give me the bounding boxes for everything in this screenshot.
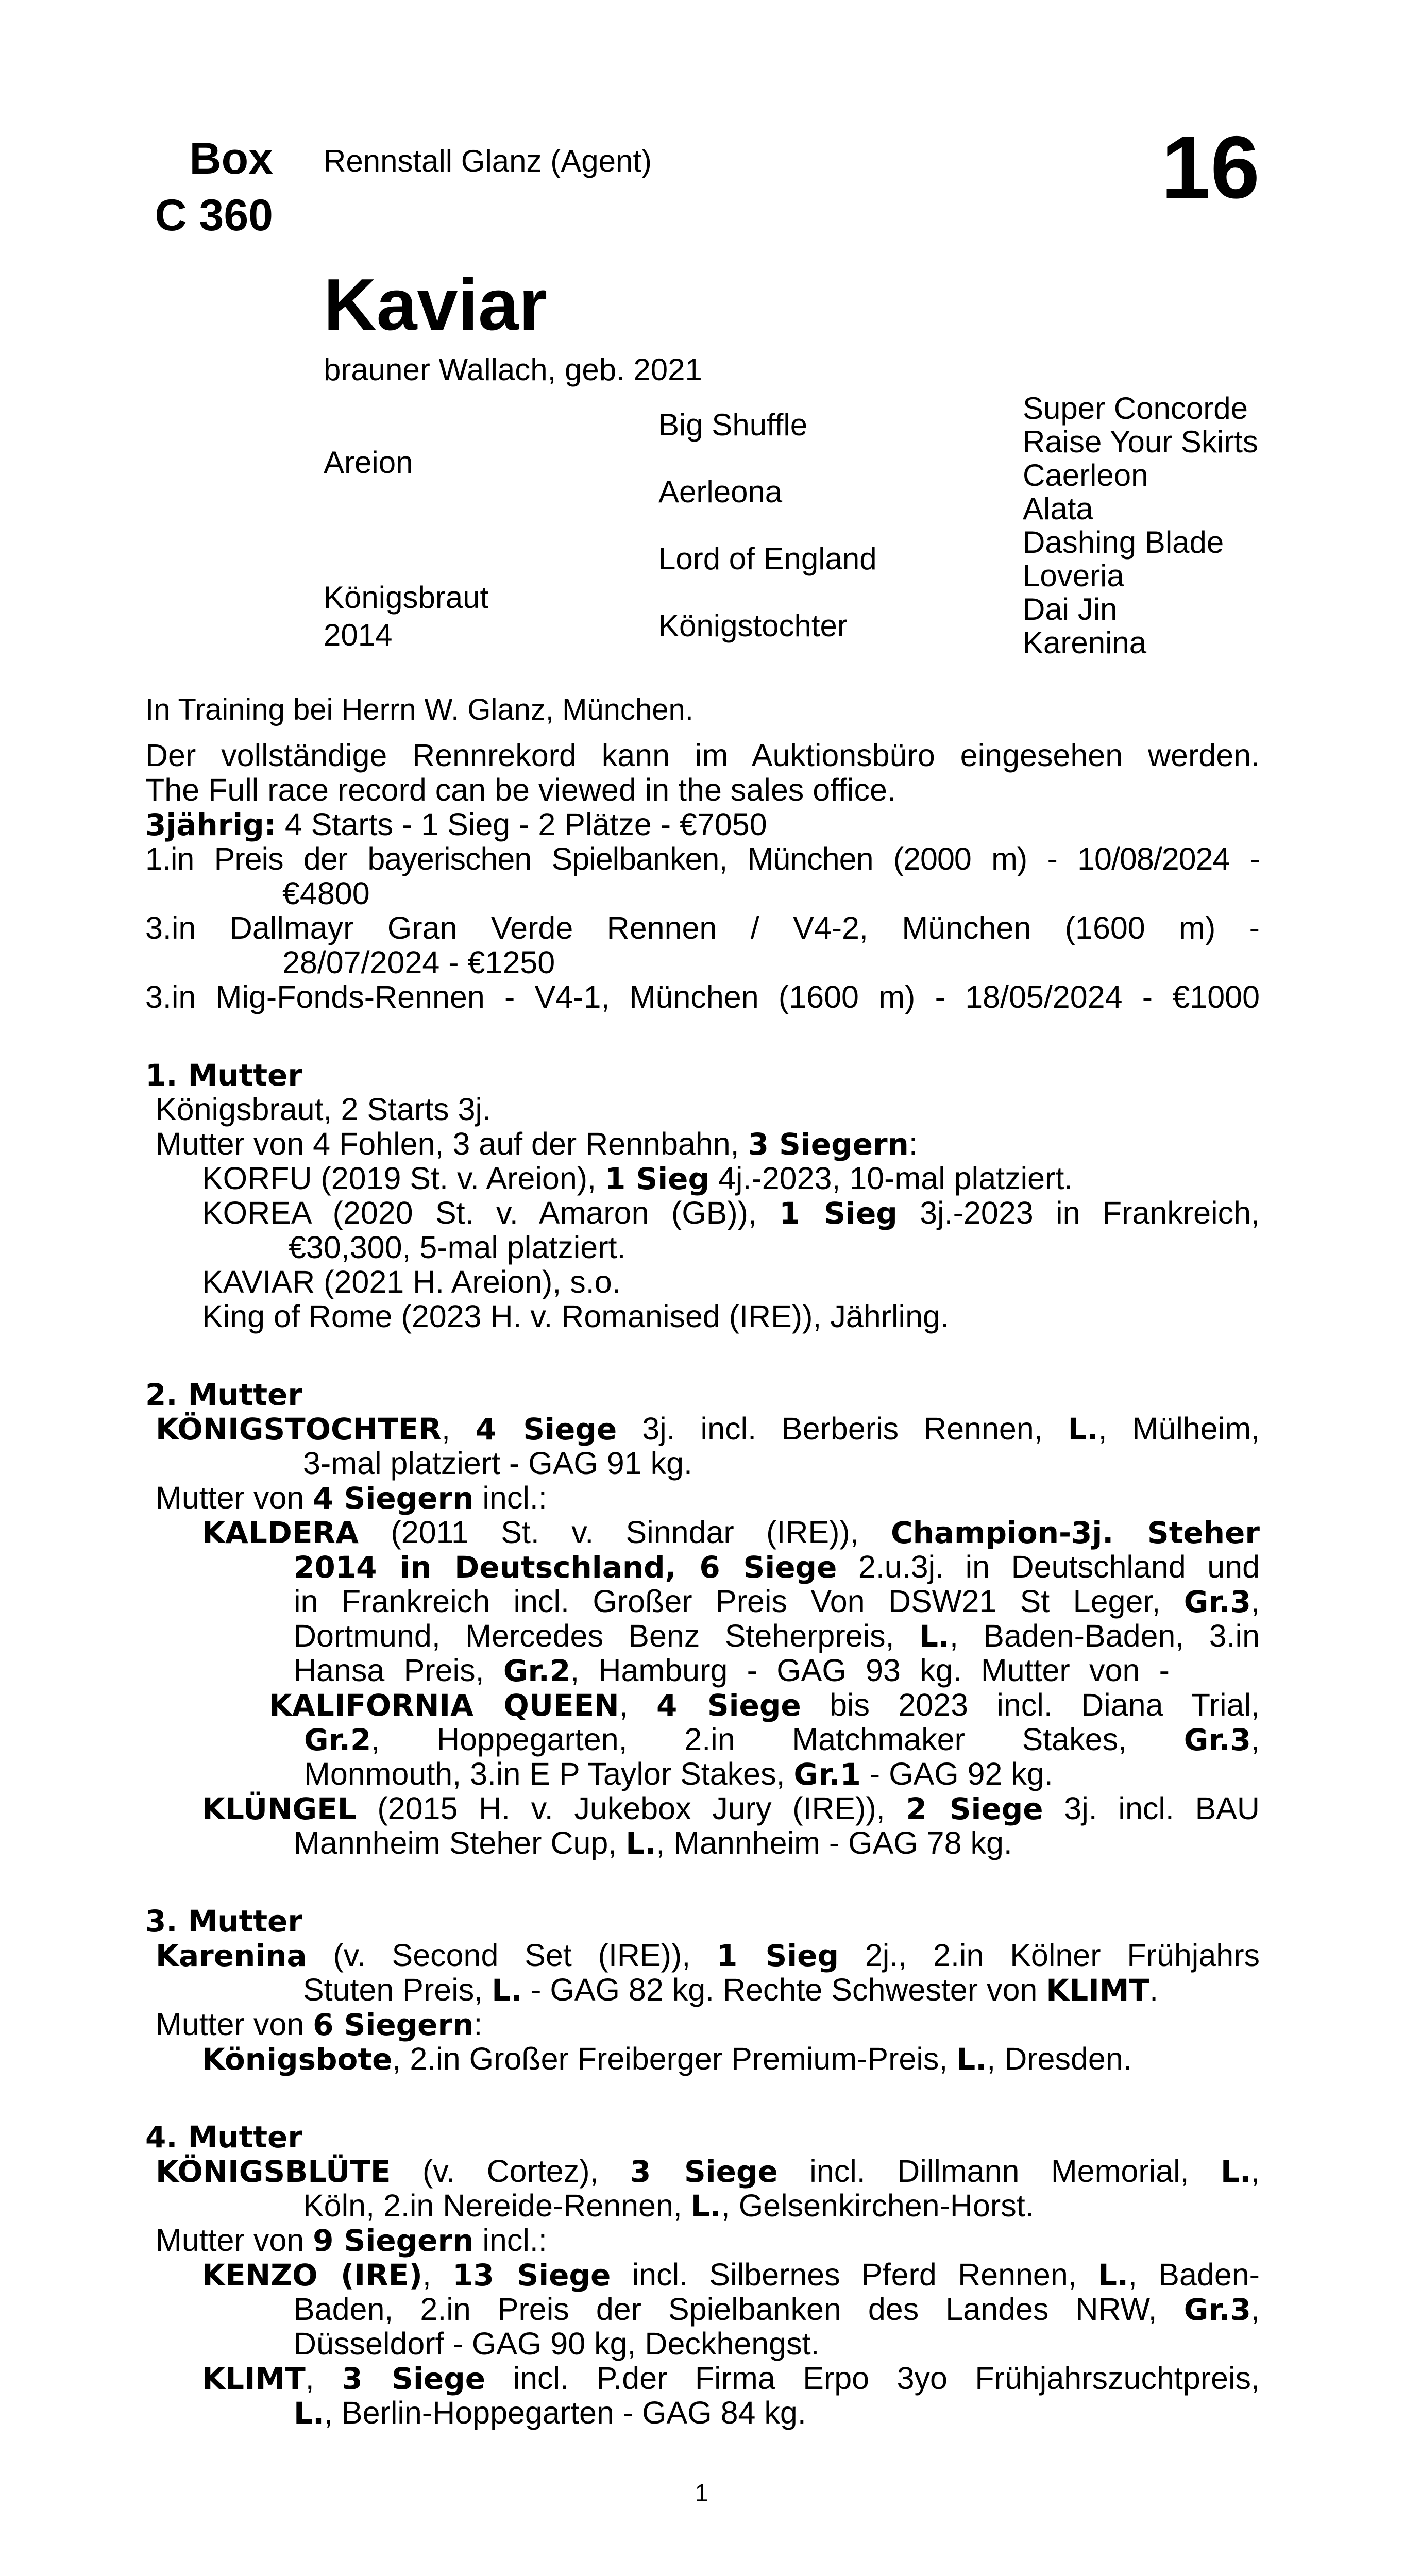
offspring-klungel: KLÜNGEL (2015 H. v. Jukebox Jury (IRE)), 2 Siege 3j. incl. BAU	[202, 1791, 1260, 1826]
offspring-kalifornia-queen-line2: Gr.2, Hoppegarten, 2.in Matchmaker Stakes, Gr.3,	[304, 1722, 1260, 1757]
offspring-klungel-line2: Mannheim Steher Cup, L., Mannheim - GAG 78 kg.	[294, 1825, 1012, 1861]
dam2-line3: Mutter von 4 Siegern incl.:	[156, 1480, 547, 1516]
page-number: 1	[695, 2480, 709, 2507]
offspring-kaldera-line5: Hansa Preis, Gr.2, Hamburg - GAG 93 kg. Mutter von -	[294, 1653, 1170, 1688]
pedigree-g3-6: Loveria	[1023, 558, 1124, 593]
offspring-kalifornia-queen-line3: Monmouth, 3.in E P Taylor Stakes, Gr.1 - GAG 92 kg.	[304, 1756, 1053, 1792]
horse-name: Kaviar	[324, 264, 548, 346]
offspring-king-of-rome: King of Rome (2023 H. v. Romanised (IRE)), Jährling.	[202, 1299, 949, 1334]
dam2-line2: 3-mal platziert - GAG 91 kg.	[303, 1446, 692, 1481]
pedigree-sire-dam: Aerleona	[658, 474, 783, 509]
offspring-kaldera-line3: in Frankreich incl. Großer Preis Von DSW21 St Leger, Gr.3,	[294, 1584, 1260, 1619]
race-record-summary	[145, 807, 767, 842]
pedigree-g3-5: Dashing Blade	[1023, 525, 1224, 560]
box-number: C 360	[155, 191, 273, 240]
pedigree-dam-dam: Königstochter	[658, 608, 848, 643]
pedigree-g3-4: Alata	[1023, 492, 1093, 526]
offspring-kalifornia-queen: KALIFORNIA QUEEN, 4 Siege bis 2023 incl. Diana Trial,	[269, 1687, 1260, 1723]
dam2-line1: KÖNIGSTOCHTER, 4 Siege 3j. incl. Berberis Rennen, L., Mülheim,	[156, 1411, 1260, 1447]
offspring-kaldera-line2: 2014 in Deutschland, 6 Siege 2.u.3j. in Deutschland und	[294, 1549, 1260, 1585]
dam3-line2: Stuten Preis, L. - GAG 82 kg. Rechte Schwester von KLIMT.	[303, 1972, 1159, 2008]
offspring-kenzo-line3: Düsseldorf - GAG 90 kg, Deckhengst.	[294, 2326, 820, 2361]
pedigree-g3-2: Raise Your Skirts	[1023, 425, 1258, 459]
dam3-line1: Karenina (v. Second Set (IRE)), 1 Sieg 2j., 2.in Kölner Frühjahrs	[156, 1938, 1260, 1973]
offspring-korfu: KORFU (2019 St. v. Areion), 1 Sieg 4j.-2023, 10-mal platziert.	[202, 1161, 1073, 1196]
offspring-korea-line2: €30,300, 5-mal platziert.	[289, 1230, 626, 1265]
offspring-kaviar: KAVIAR (2021 H. Areion), s.o.	[202, 1264, 621, 1299]
dam3-line3: Mutter von 6 Siegern:	[156, 2007, 483, 2042]
race-line-2: 3.in Dallmayr Gran Verde Rennen / V4-2, München (1600 m) -	[145, 910, 1260, 945]
pedigree-dam: Königsbraut	[324, 580, 489, 615]
age-label: 3jährig:	[145, 807, 276, 842]
race-line-1-prize: €4800	[282, 876, 370, 911]
pedigree-sire: Areion	[324, 445, 413, 480]
offspring-kaldera-line4: Dortmund, Mercedes Benz Steherpreis, L., Baden-Baden, 3.in	[294, 1618, 1260, 1654]
dam4-line1: KÖNIGSBLÜTE (v. Cortez), 3 Siege incl. Dillmann Memorial, L.,	[156, 2154, 1260, 2189]
dam1-foals: Mutter von 4 Fohlen, 3 auf der Rennbahn, 3 Siegern:	[156, 1126, 918, 1162]
consignor: Rennstall Glanz (Agent)	[324, 144, 652, 178]
lot-number: 16	[1161, 118, 1260, 217]
pedigree-g3-1: Super Concorde	[1023, 391, 1248, 426]
horse-description: brauner Wallach, geb. 2021	[324, 352, 702, 387]
pedigree-dam-sire: Lord of England	[658, 541, 877, 576]
dam1-heading: 1. Mutter	[145, 1058, 302, 1093]
pedigree-g3-8: Karenina	[1023, 625, 1147, 660]
dam4-line3: Mutter von 9 Siegern incl.:	[156, 2223, 547, 2258]
pedigree-g3-3: Caerleon	[1023, 458, 1148, 493]
dam4-line2: Köln, 2.in Nereide-Rennen, L., Gelsenkirchen-Horst.	[303, 2188, 1034, 2224]
race-line-3: 3.in Mig-Fonds-Rennen - V4-1, München (1600 m) - 18/05/2024 - €1000	[145, 979, 1260, 1014]
offspring-korea: KOREA (2020 St. v. Amaron (GB)), 1 Sieg 3j.-2023 in Frankreich,	[202, 1195, 1260, 1231]
dam1-starts: Königsbraut, 2 Starts 3j.	[156, 1092, 492, 1127]
dam4-heading: 4. Mutter	[145, 2120, 302, 2155]
box-label: Box	[189, 134, 273, 183]
race-record-note-de: Der vollständige Rennrekord kann im Auktionsbüro eingesehen werden.	[145, 738, 1260, 773]
race-line-2-date: 28/07/2024 - €1250	[282, 945, 555, 980]
dam3-heading: 3. Mutter	[145, 1904, 302, 1939]
pedigree-sire-sire: Big Shuffle	[658, 408, 808, 442]
offspring-kenzo-line2: Baden, 2.in Preis der Spielbanken des Landes NRW, Gr.3,	[294, 2292, 1260, 2327]
offspring-konigsbote: Königsbote, 2.in Großer Freiberger Premium-Preis, L., Dresden.	[202, 2041, 1132, 2077]
offspring-klimt: KLIMT, 3 Siege incl. P.der Firma Erpo 3yo Frühjahrszuchtpreis,	[202, 2361, 1260, 2396]
offspring-kenzo: KENZO (IRE), 13 Siege incl. Silbernes Pferd Rennen, L., Baden-	[202, 2257, 1260, 2293]
dam2-heading: 2. Mutter	[145, 1377, 302, 1412]
race-record-note-en: The Full race record can be viewed in the sales office.	[145, 772, 896, 807]
pedigree-g3-7: Dai Jin	[1023, 592, 1118, 626]
training-note: In Training bei Herrn W. Glanz, München.	[145, 693, 693, 726]
pedigree-dam-year: 2014	[324, 618, 393, 652]
offspring-klimt-line2: L., Berlin-Hoppegarten - GAG 84 kg.	[294, 2395, 806, 2431]
offspring-kaldera: KALDERA (2011 St. v. Sinndar (IRE)), Champion-3j. Steher	[202, 1515, 1260, 1550]
age-summary: 4 Starts - 1 Sieg - 2 Plätze - €7050	[276, 807, 767, 842]
race-line-1: 1.in Preis der bayerischen Spielbanken, München (2000 m) - 10/08/2024 -	[145, 841, 1260, 876]
